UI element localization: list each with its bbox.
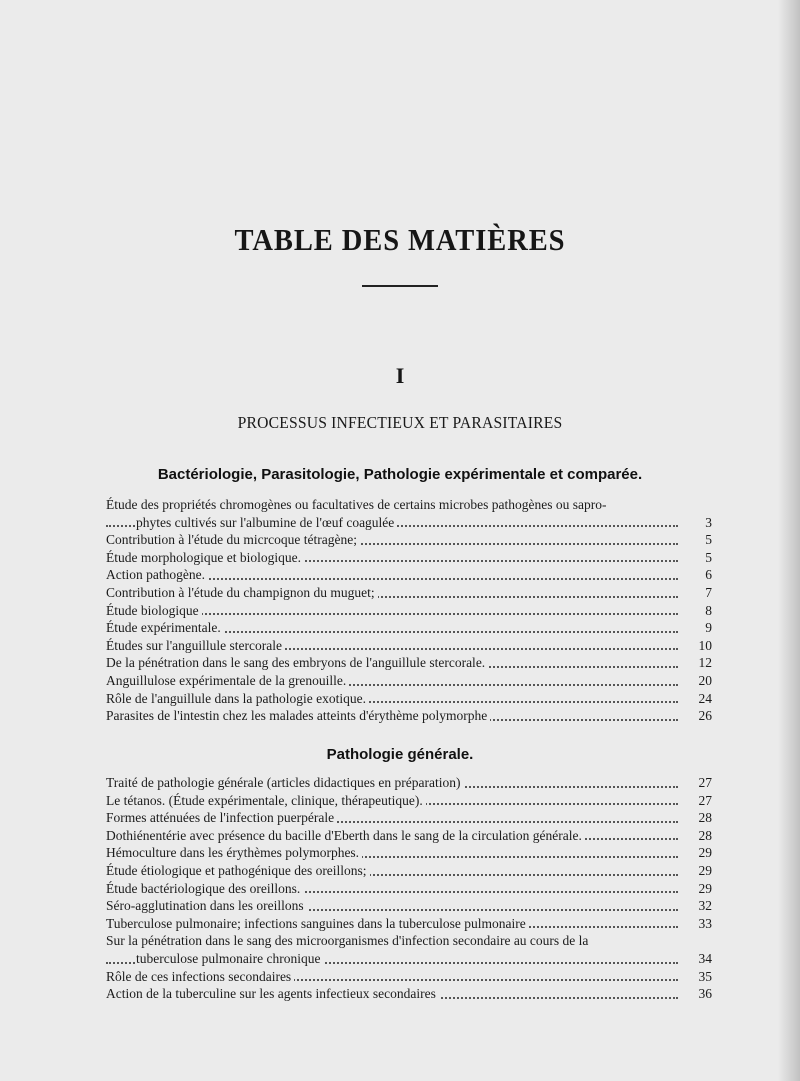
toc-page-number: 12 xyxy=(682,654,712,672)
toc-entry-title: Sur la pénétration dans le sang des microorganismes d'infection secondaire au cours de la xyxy=(106,933,591,948)
toc-entry xyxy=(106,809,712,827)
toc-entry xyxy=(106,602,712,620)
part-title: PROCESSUS INFECTIEUX ET PARASITAIRES xyxy=(237,413,563,432)
toc-entry xyxy=(106,774,712,792)
toc-page-number: 29 xyxy=(682,844,712,862)
toc-entry-title: Rôle de ces infections secondaires xyxy=(106,969,294,984)
toc-entry xyxy=(106,707,712,725)
title-rule xyxy=(362,285,438,287)
toc-entry xyxy=(106,690,712,708)
toc-page-number: 9 xyxy=(682,619,712,637)
toc-page-number: 36 xyxy=(682,985,712,1003)
toc-entry-title: Étude des propriétés chromogènes ou facultatives de certains microbes pathogènes ou sapro- xyxy=(106,497,609,512)
toc-entry-title: De la pénétration dans le sang des embryons de l'anguillule stercorale. xyxy=(106,655,488,670)
toc-page-number: 28 xyxy=(682,809,712,827)
toc-page-number: 34 xyxy=(682,950,712,968)
section-heading-pathologie-generale: Pathologie générale. xyxy=(326,746,474,763)
toc-entry xyxy=(106,862,712,880)
toc-page-number: 33 xyxy=(682,915,712,933)
toc-entry-title: Étude morphologique et biologique. xyxy=(106,550,304,565)
toc-entry-title: Rôle de l'anguillule dans la pathologie exotique. xyxy=(106,691,369,706)
toc-entry-title: Tuberculose pulmonaire; infections sanguines dans la tuberculose pulmonaire xyxy=(106,916,529,931)
toc-page-number: 7 xyxy=(682,584,712,602)
toc-page-number: 5 xyxy=(682,531,712,549)
toc-entry xyxy=(106,968,712,986)
toc-entry-title: Hémoculture dans les érythèmes polymorphes. xyxy=(106,845,362,860)
toc-list-bacteriologie xyxy=(106,496,712,725)
toc-entry-title: Contribution à l'étude du champignon du muguet; xyxy=(106,585,378,600)
toc-entry xyxy=(106,654,712,672)
toc-entry-title: Étude expérimentale. xyxy=(106,620,224,635)
toc-page-number: 6 xyxy=(682,566,712,584)
toc-entry-title-continued: tuberculose pulmonaire chronique xyxy=(136,951,323,966)
toc-entry xyxy=(106,619,712,637)
toc-entry xyxy=(106,637,712,655)
toc-page-number: 27 xyxy=(682,792,712,810)
toc-page-number: 8 xyxy=(682,602,712,620)
toc-entry-title: Étude biologique xyxy=(106,603,202,618)
toc-entry xyxy=(106,549,712,567)
toc-entry-title: Le tétanos. (Étude expérimentale, clinique, thérapeutique). xyxy=(106,793,426,808)
toc-entry-title: Dothiénentérie avec présence du bacille d'Eberth dans le sang de la circulation générale. xyxy=(106,828,585,843)
toc-entry xyxy=(106,880,712,898)
toc-page-number: 29 xyxy=(682,862,712,880)
toc-page-number: 35 xyxy=(682,968,712,986)
toc-entry xyxy=(106,915,712,933)
toc-entry-title: Études sur l'anguillule stercorale xyxy=(106,638,285,653)
toc-entry-title: Action de la tuberculine sur les agents infectieux secondaires xyxy=(106,986,439,1001)
toc-page-number: 29 xyxy=(682,880,712,898)
toc-page-number: 5 xyxy=(682,549,712,567)
toc-entry-title-continued: phytes cultivés sur l'albumine de l'œuf coagulée xyxy=(136,515,397,530)
part-number: I xyxy=(395,363,405,388)
toc-entry xyxy=(106,566,712,584)
toc-page-number: 20 xyxy=(682,672,712,690)
toc-page-number: 32 xyxy=(682,897,712,915)
toc-entry-title: Parasites de l'intestin chez les malades atteints d'érythème polymorphe xyxy=(106,708,490,723)
toc-list-pathologie-generale xyxy=(106,774,712,1003)
toc-entry-title: Action pathogène. xyxy=(106,567,208,582)
section-heading-bacteriologie: Bactériologie, Parasitologie, Pathologie expérimentale et comparée. xyxy=(157,466,643,483)
toc-entry-title: Étude étiologique et pathogénique des oreillons; xyxy=(106,863,370,878)
toc-entry xyxy=(106,932,712,967)
page-edge-shadow xyxy=(778,0,800,1081)
toc-entry xyxy=(106,672,712,690)
toc-page-number: 27 xyxy=(682,774,712,792)
toc-page-number: 24 xyxy=(682,690,712,708)
toc-entry-title: Contribution à l'étude du micrcoque tétragène; xyxy=(106,532,360,547)
toc-entry-title: Traité de pathologie générale (articles didactiques en préparation) xyxy=(106,775,463,790)
toc-entry xyxy=(106,844,712,862)
toc-entry-title: Anguillulose expérimentale de la grenouille. xyxy=(106,673,349,688)
toc-entry xyxy=(106,496,712,531)
toc-entry xyxy=(106,827,712,845)
toc-page-number: 28 xyxy=(682,827,712,845)
toc-entry-title: Étude bactériologique des oreillons. xyxy=(106,881,303,896)
toc-entry xyxy=(106,792,712,810)
toc-entry xyxy=(106,531,712,549)
toc-entry-title: Séro-agglutination dans les oreillons xyxy=(106,898,307,913)
toc-page-number: 26 xyxy=(682,707,712,725)
toc-entry xyxy=(106,584,712,602)
toc-entry xyxy=(106,897,712,915)
toc-entry-title: Formes atténuées de l'infection puerpérale xyxy=(106,810,337,825)
toc-entry xyxy=(106,985,712,1003)
page-title: TABLE DES MATIÈRES xyxy=(234,222,566,257)
toc-page-number: 3 xyxy=(682,514,712,532)
toc-page-number: 10 xyxy=(682,637,712,655)
